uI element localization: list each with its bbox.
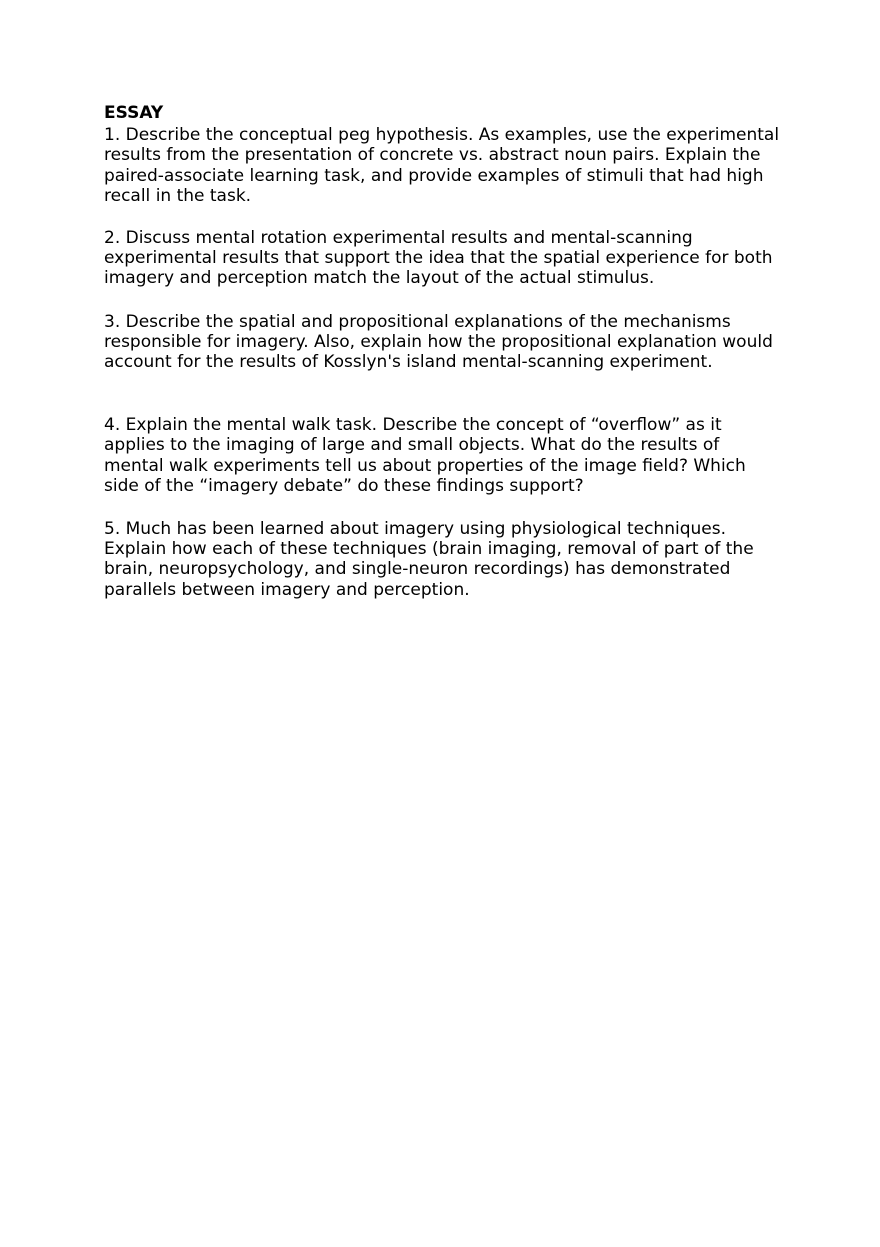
essay-question-2: 2. Discuss mental rotation experimental results and mental-scanning experimental results that support the idea that the spatial experience for both imagery and perception match the layout of the actual stimulus. [104, 228, 773, 289]
essay-question-3: 3. Describe the spatial and propositional explanations of the mechanisms responsible for imagery. Also, explain how the propositional explanation would account for the results of Kosslyn's island mental-scanning experiment. [104, 311, 773, 373]
essay-question-1: 1. Describe the conceptual peg hypothesis. As examples, use the experimental results from the presentation of concrete vs. abstract noun pairs. Explain the paired-associate learning task, and provide examples of stimuli that had high recall in the task. [104, 125, 780, 206]
section-heading: ESSAY [104, 103, 164, 123]
document-page [104, 103, 784, 600]
essay-question-5: 5. Much has been learned about imagery using physiological techniques. Explain how each of these techniques (brain imaging, removal of part of the brain, neuropsychology, and single-neuron recordings) has demonstrated parallels between imagery and perception. [104, 519, 754, 600]
essay-question-4: 4. Explain the mental walk task. Describe the concept of “overflow” as it applies to the imaging of large and small objects. What do the results of mental walk experiments tell us about properties of the image field? Which side of the “imagery debate” do these findings support? [104, 415, 746, 496]
